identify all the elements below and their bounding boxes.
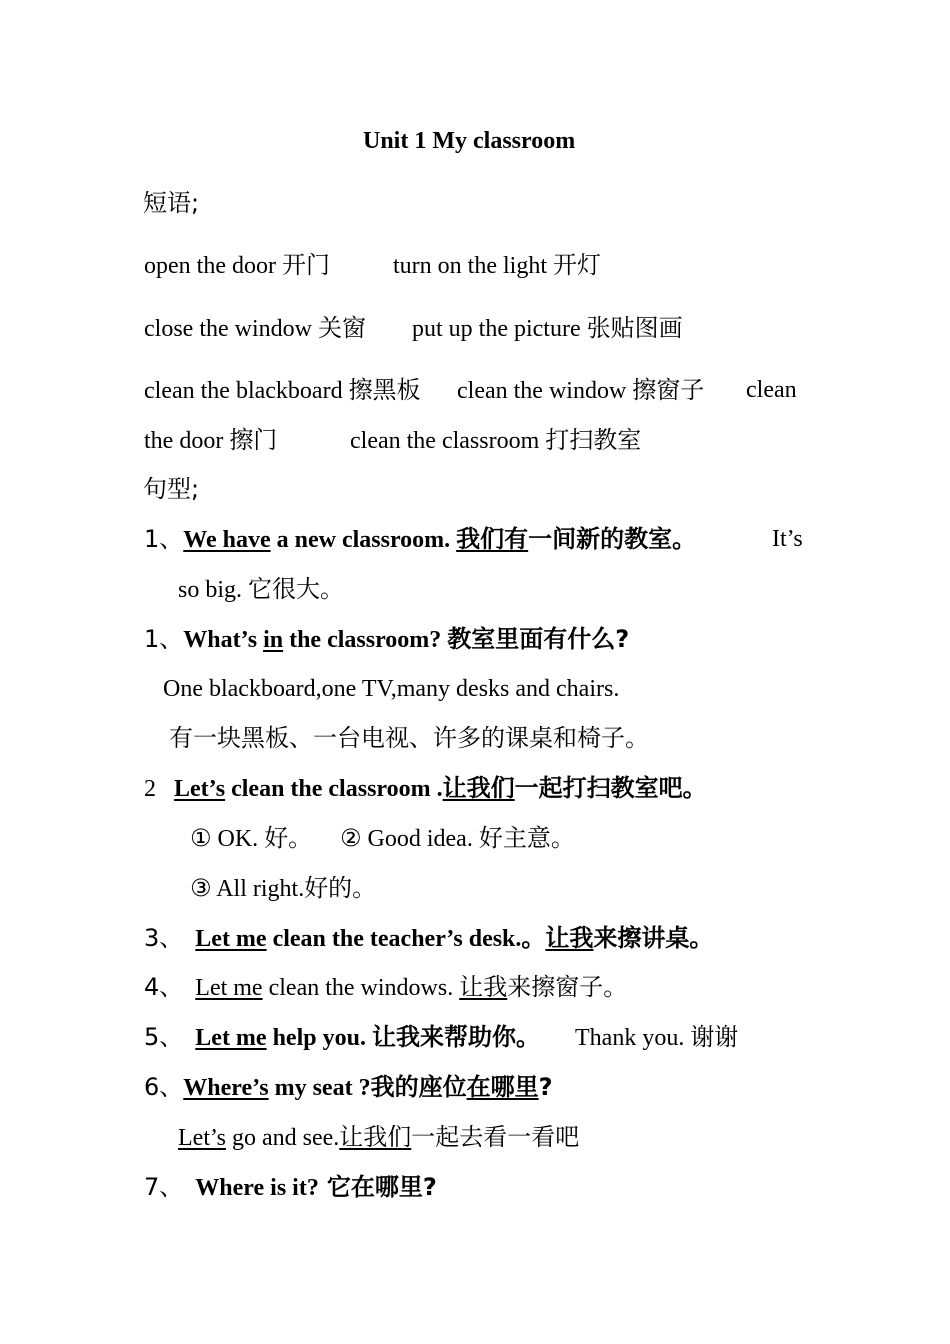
phrase-en: turn on the light xyxy=(393,253,553,279)
reply-en: Good idea. xyxy=(361,826,479,852)
sentence-zh-key: 在哪里 xyxy=(466,1073,539,1101)
sentence-zh: 让我来帮助你。 xyxy=(371,1023,540,1051)
phrases-heading: 短语; xyxy=(143,189,200,217)
sentence-zh-key: 让我们 xyxy=(442,774,515,802)
reply-en: All right. xyxy=(211,876,305,902)
sentence-en: clean the windows. xyxy=(262,975,460,1001)
sentence-en-key: Let me xyxy=(195,975,263,1001)
sentence-en: go and see. xyxy=(226,1125,340,1151)
item-number: 2 xyxy=(144,776,156,802)
sentence-6 xyxy=(144,1022,540,1053)
phrase-zh: 擦窗子 xyxy=(632,376,705,404)
phrase-row-3 xyxy=(144,375,421,406)
sentence-zh: 一起打扫教室吧。 xyxy=(514,774,707,802)
sentence-2 xyxy=(144,624,629,655)
sentence-en: so big. xyxy=(178,577,249,603)
phrase-zh: 擦黑板 xyxy=(348,376,421,404)
sentence-zh: 我的座位 xyxy=(370,1073,467,1101)
sentence-7 xyxy=(144,1072,553,1103)
reply-zh: 好主意。 xyxy=(478,824,575,852)
sentence-en: What’s xyxy=(183,627,264,653)
phrase-en: clean the window xyxy=(457,378,633,404)
sentence-4 xyxy=(144,923,713,954)
sentence-zh: ? xyxy=(538,1073,553,1101)
phrase-zh: 开门 xyxy=(281,251,330,279)
sentence-zh: 教室里面有什么? xyxy=(447,625,630,653)
sentence-zh: 它在哪里? xyxy=(326,1173,437,1201)
phrase-row-4b xyxy=(350,425,641,456)
reply-zh: 好的。 xyxy=(304,874,377,902)
sentence-en: help you. xyxy=(266,1025,372,1051)
phrase-row-4 xyxy=(144,425,277,456)
sentence-en-key: Where’s xyxy=(183,1075,269,1101)
phrase-en: clean the blackboard xyxy=(144,378,349,404)
sentence-2-answer-zh: 有一块黑板、一台电视、许多的课桌和椅子。 xyxy=(169,724,649,752)
sentence-2-answer-en: One blackboard,one TV,many desks and chairs. xyxy=(163,676,620,702)
reply-en: OK. xyxy=(211,826,265,852)
item-number: 1、 xyxy=(144,625,184,653)
sentence-en: clean the teacher’s desk. xyxy=(266,926,522,952)
phrase-en: open the door xyxy=(144,253,282,279)
sentence-en-key: in xyxy=(263,627,284,653)
sentence-1 xyxy=(144,524,696,555)
reply-zh: 好。 xyxy=(264,824,313,852)
sentence-zh: 。 xyxy=(521,924,546,952)
sentence-zh-key: 我们有 xyxy=(456,525,529,553)
sentence-8 xyxy=(144,1172,437,1203)
phrase-zh: 张贴图画 xyxy=(586,314,683,342)
item-number: 7、 xyxy=(144,1173,184,1201)
phrase-row-2b xyxy=(412,313,683,344)
phrase-en: put up the picture xyxy=(412,316,587,342)
sentence-7-answer xyxy=(178,1122,579,1153)
phrase-zh: 开灯 xyxy=(552,251,601,279)
sentence-zh: 来擦讲桌。 xyxy=(593,924,714,952)
sentence-en: my seat ? xyxy=(268,1075,371,1101)
circled-number: ① xyxy=(190,824,212,852)
sentence-zh: 来擦窗子。 xyxy=(507,973,628,1001)
sentence-zh: 谢谢 xyxy=(690,1023,739,1051)
page-title-text: Unit 1 My classroom xyxy=(363,128,576,154)
sentence-en-key: Let’s xyxy=(178,1125,226,1151)
sentence-zh: 一起去看一看吧 xyxy=(411,1123,580,1151)
sentence-zh-key: 让我 xyxy=(545,924,594,952)
sentence-zh-key: 让我们 xyxy=(339,1123,412,1151)
item-number: 4、 xyxy=(144,973,184,1001)
item-number: 1、 xyxy=(144,525,184,553)
sentence-1-tail: It’s xyxy=(772,526,803,552)
phrase-en: clean the classroom xyxy=(350,428,546,454)
sentence-en-key: Let me xyxy=(195,926,267,952)
phrase-zh: 打扫教室 xyxy=(545,426,642,454)
sentence-en: Thank you. xyxy=(575,1025,691,1051)
phrase-en: close the window xyxy=(144,316,318,342)
reply-3 xyxy=(190,873,376,904)
item-number: 5、 xyxy=(144,1023,184,1051)
reply-2 xyxy=(340,823,575,854)
sentence-6-tail xyxy=(575,1022,738,1053)
page-title xyxy=(363,126,575,156)
reply-1 xyxy=(190,823,312,854)
phrase-en: the door xyxy=(144,428,230,454)
sentence-en: a new classroom. xyxy=(270,527,457,553)
circled-number: ③ xyxy=(190,874,212,902)
sentence-3 xyxy=(144,773,707,804)
sentence-en: Where is it? xyxy=(195,1175,319,1201)
phrase-row-1b xyxy=(393,250,601,281)
sentence-zh-key: 让我 xyxy=(459,973,508,1001)
phrase-zh: 擦门 xyxy=(229,426,278,454)
sentence-en: clean the classroom . xyxy=(225,776,443,802)
item-number: 3、 xyxy=(144,924,184,952)
sentence-en: the classroom? xyxy=(283,627,448,653)
sentence-en-key: Let me xyxy=(195,1025,267,1051)
phrase-row-3c: clean xyxy=(746,377,797,403)
sentence-en-key: Let’s xyxy=(174,776,226,802)
phrase-zh: 关窗 xyxy=(317,314,366,342)
phrase-row-3b xyxy=(457,375,704,406)
circled-number: ② xyxy=(340,824,362,852)
phrase-row-1 xyxy=(144,250,330,281)
sentence-5 xyxy=(144,972,627,1003)
item-number: 6、 xyxy=(144,1073,184,1101)
sentences-heading: 句型; xyxy=(143,475,200,503)
sentence-zh: 它很大。 xyxy=(248,575,345,603)
sentence-en-key: We have xyxy=(183,527,271,553)
phrase-row-2 xyxy=(144,313,366,344)
sentence-1-line2 xyxy=(178,574,344,605)
sentence-zh: 一间新的教室。 xyxy=(528,525,697,553)
